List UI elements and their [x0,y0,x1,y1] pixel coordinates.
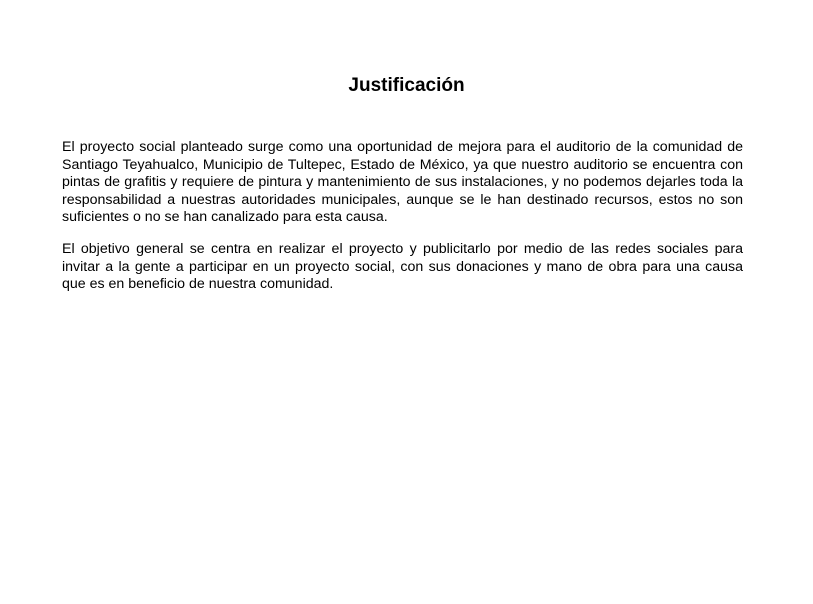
paragraph-justification: El proyecto social planteado surge como una oportunidad de mejora para el auditorio de la comunidad de Santiago Teyahualco, Municipio de Tultepec, Estado de México, ya que nuestro auditorio se encuentra con pintas de grafitis y requiere de pintura y mantenimiento de sus instalaciones, y no podemos dejarles toda la responsabilidad a nuestras autoridades municipales, aunque se le han destinado recursos, estos no son suficientes o no se han canalizado para esta causa. [62,139,743,226]
paragraph-objective: El objetivo general se centra en realizar el proyecto y publicitarlo por medio de las redes sociales para invitar a la gente a participar en un proyecto social, con sus donaciones y mano de obra para una causa que es en beneficio de nuestra comunidad. [62,240,743,293]
page-title: Justificación [348,75,465,96]
document-body [62,139,743,308]
